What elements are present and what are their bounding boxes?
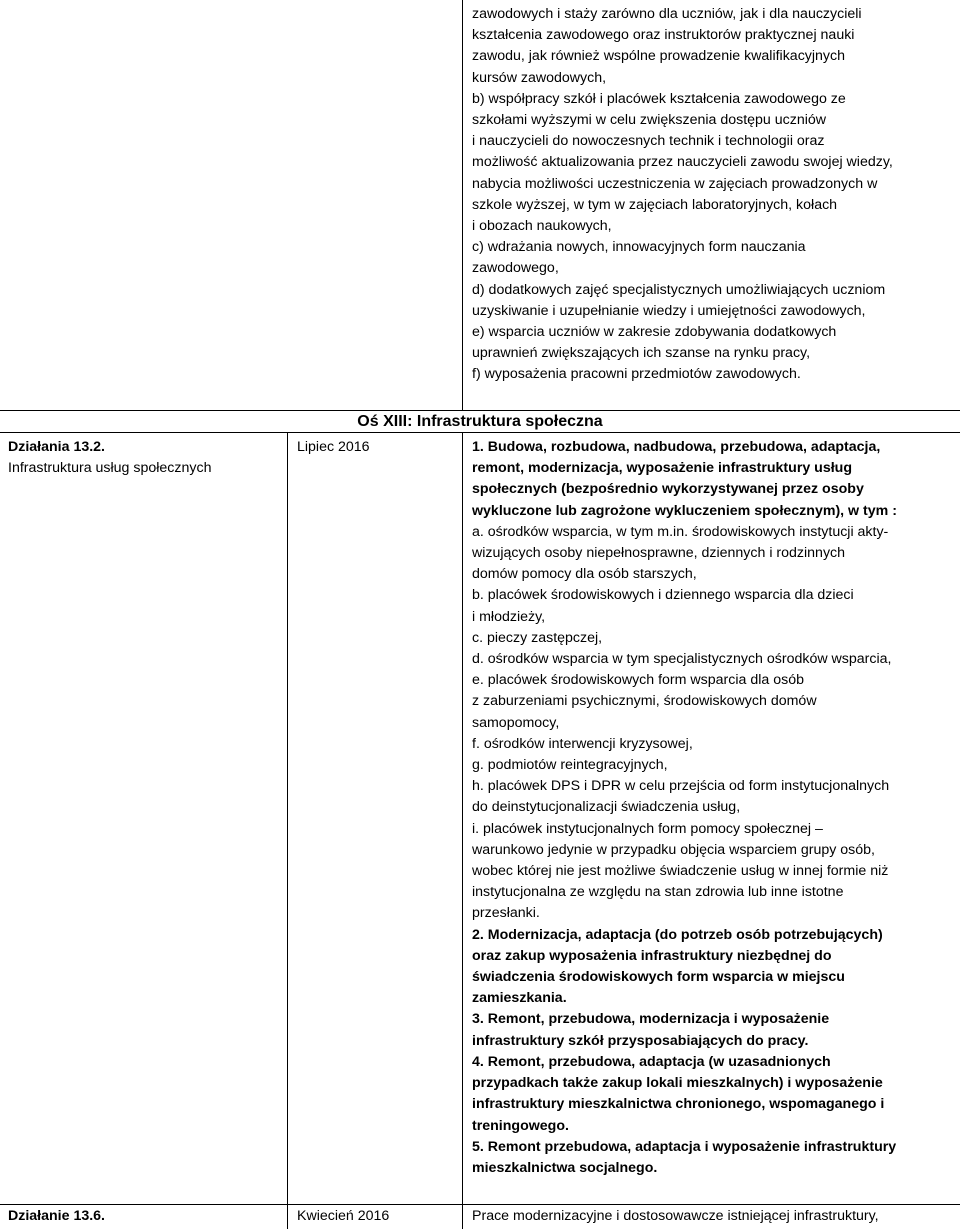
date-label: Lipiec 2016: [297, 439, 370, 455]
content-line: 2. Modernizacja, adaptacja (do potrzeb osób potrzebujących): [472, 926, 883, 943]
content-line: infrastruktury mieszkalnictwa chronionego, wspomaganego i: [472, 1096, 885, 1113]
content-line: Prace modernizacyjne i dostosowawcze istniejącej infrastruktury,: [472, 1208, 879, 1224]
content-line: mieszkalnictwa socjalnego.: [472, 1159, 658, 1176]
content-line: i. placówek instytucjonalnych form pomocy społecznej –: [472, 820, 823, 837]
table-border-section-bottom: [0, 432, 960, 433]
content-line: wykluczone lub zagrożone wykluczeniem społecznym), w tym :: [472, 502, 897, 519]
text-line: f) wyposażenia pracowni przedmiotów zawodowych.: [472, 366, 801, 383]
text-line: kształcenia zawodowego oraz instruktorów praktycznej nauki: [472, 27, 855, 44]
content-line: d. ośrodków wsparcia w tym specjalistycznych ośrodków wsparcia,: [472, 651, 892, 668]
content-line: h. placówek DPS i DPR w celu przejścia od form instytucjonalnych: [472, 778, 890, 795]
top-continuation-cell: [472, 4, 960, 386]
text-line: c) wdrażania nowych, innowacyjnych form nauczania: [472, 239, 806, 256]
action-code: Działanie 13.6.: [8, 1208, 105, 1224]
row-13-2-content-cell: [472, 437, 960, 1179]
table-border-col2-left: [287, 432, 288, 1229]
content-line: instytucjonalna ze względu na stan zdrowia lub inne istotne: [472, 884, 844, 901]
text-line: zawodowych i staży zarówno dla uczniów, jak i dla nauczycieli: [472, 6, 862, 22]
content-line: świadczenia środowiskowych form wsparcia w miejscu: [472, 969, 845, 986]
content-line: treningowego.: [472, 1117, 569, 1134]
content-line: b. placówek środowiskowych i dziennego wsparcia dla dzieci: [472, 587, 854, 604]
content-line: wobec której nie jest możliwe świadczenie usług w innej formie niż: [472, 863, 889, 880]
text-line: szkole wyższej, w tym w zajęciach laboratoryjnych, kołach: [472, 196, 838, 213]
text-line: uzyskiwanie i uzupełnianie wiedzy i umiejętności zawodowych,: [472, 302, 866, 319]
text-line: uprawnień zwiększających ich szanse na rynku pracy,: [472, 345, 811, 362]
content-line: e. placówek środowiskowych form wsparcia dla osób: [472, 672, 804, 689]
text-line: nabycia możliwości uczestniczenia w zajęciach prowadzonych w: [472, 175, 878, 192]
content-line: a. ośrodków wsparcia, w tym m.in. środowiskowych instytucji akty-: [472, 523, 889, 540]
content-line: oraz zakup wyposażenia infrastruktury niezbędnej do: [472, 947, 832, 964]
content-line: samopomocy,: [472, 714, 560, 731]
row-13-6-content-cell: [472, 1206, 960, 1227]
table-border-row-13-2-bottom: [0, 1204, 960, 1205]
text-line: zawodowego,: [472, 260, 559, 277]
content-line: f. ośrodków interwencji kryzysowej,: [472, 735, 693, 752]
text-line: i nauczycieli do nowoczesnych technik i technologii oraz: [472, 133, 825, 150]
content-line: zamieszkania.: [472, 990, 567, 1007]
content-line: domów pomocy dla osób starszych,: [472, 566, 697, 583]
content-line: remont, modernizacja, wyposażenie infrastruktury usług: [472, 460, 853, 477]
content-line: społecznych (bezpośrednio wykorzystywanej przez osoby: [472, 481, 864, 498]
text-line: zawodu, jak również wspólne prowadzenie kwalifikacyjnych: [472, 48, 845, 65]
text-line: i obozach naukowych,: [472, 218, 612, 235]
content-line: c. pieczy zastępczej,: [472, 629, 603, 646]
row-13-2-action-cell: [8, 437, 284, 479]
content-line: wizujących osoby niepełnosprawne, dziennych i rodzinnych: [472, 545, 846, 562]
content-line: do deinstytucjonalizacji świadczenia usług,: [472, 799, 741, 816]
text-line: d) dodatkowych zajęć specjalistycznych umożliwiających uczniom: [472, 281, 886, 298]
row-13-2-date-cell: [297, 437, 457, 458]
text-line: możliwość aktualizowania przez nauczycieli zawodu swojej wiedzy,: [472, 154, 893, 171]
content-line: 1. Budowa, rozbudowa, nadbudowa, przebudowa, adaptacja,: [472, 439, 881, 455]
text-line: kursów zawodowych,: [472, 69, 607, 86]
content-line: infrastruktury szkół przysposabiających do pracy.: [472, 1032, 809, 1049]
text-line: szkołami wyższymi w celu zwiększenia dostępu uczniów: [472, 112, 827, 129]
table-border-col3-left-top: [462, 0, 463, 411]
content-line: z zaburzeniami psychicznymi, środowiskowych domów: [472, 693, 817, 710]
row-13-6-action-cell: [8, 1206, 284, 1227]
content-line: 4. Remont, przebudowa, adaptacja (w uzasadnionych: [472, 1053, 831, 1070]
content-line: warunkowo jedynie w przypadku objęcia wsparciem grupy osób,: [472, 841, 875, 858]
content-line: przesłanki.: [472, 905, 540, 922]
content-line: 3. Remont, przebudowa, modernizacja i wyposażenie: [472, 1011, 830, 1028]
content-line: 5. Remont przebudowa, adaptacja i wyposażenie infrastruktury: [472, 1138, 897, 1155]
table-border-col3-left: [462, 432, 463, 1229]
content-line: przypadkach także zakup lokali mieszkalnych) i wyposażenie: [472, 1075, 883, 1092]
content-line: g. podmiotów reintegracyjnych,: [472, 757, 668, 774]
action-code: Działania 13.2.: [8, 439, 105, 455]
action-name: Infrastruktura usług społecznych: [8, 460, 212, 477]
content-line: i młodzieży,: [472, 608, 546, 625]
row-13-6-date-cell: [297, 1206, 457, 1227]
text-line: b) współpracy szkół i placówek kształcenia zawodowego ze: [472, 90, 846, 107]
text-line: e) wsparcia uczniów w zakresie zdobywania dodatkowych: [472, 324, 837, 341]
date-label: Kwiecień 2016: [297, 1208, 390, 1224]
section-title: Oś XIII: Infrastruktura społeczna: [357, 413, 603, 430]
